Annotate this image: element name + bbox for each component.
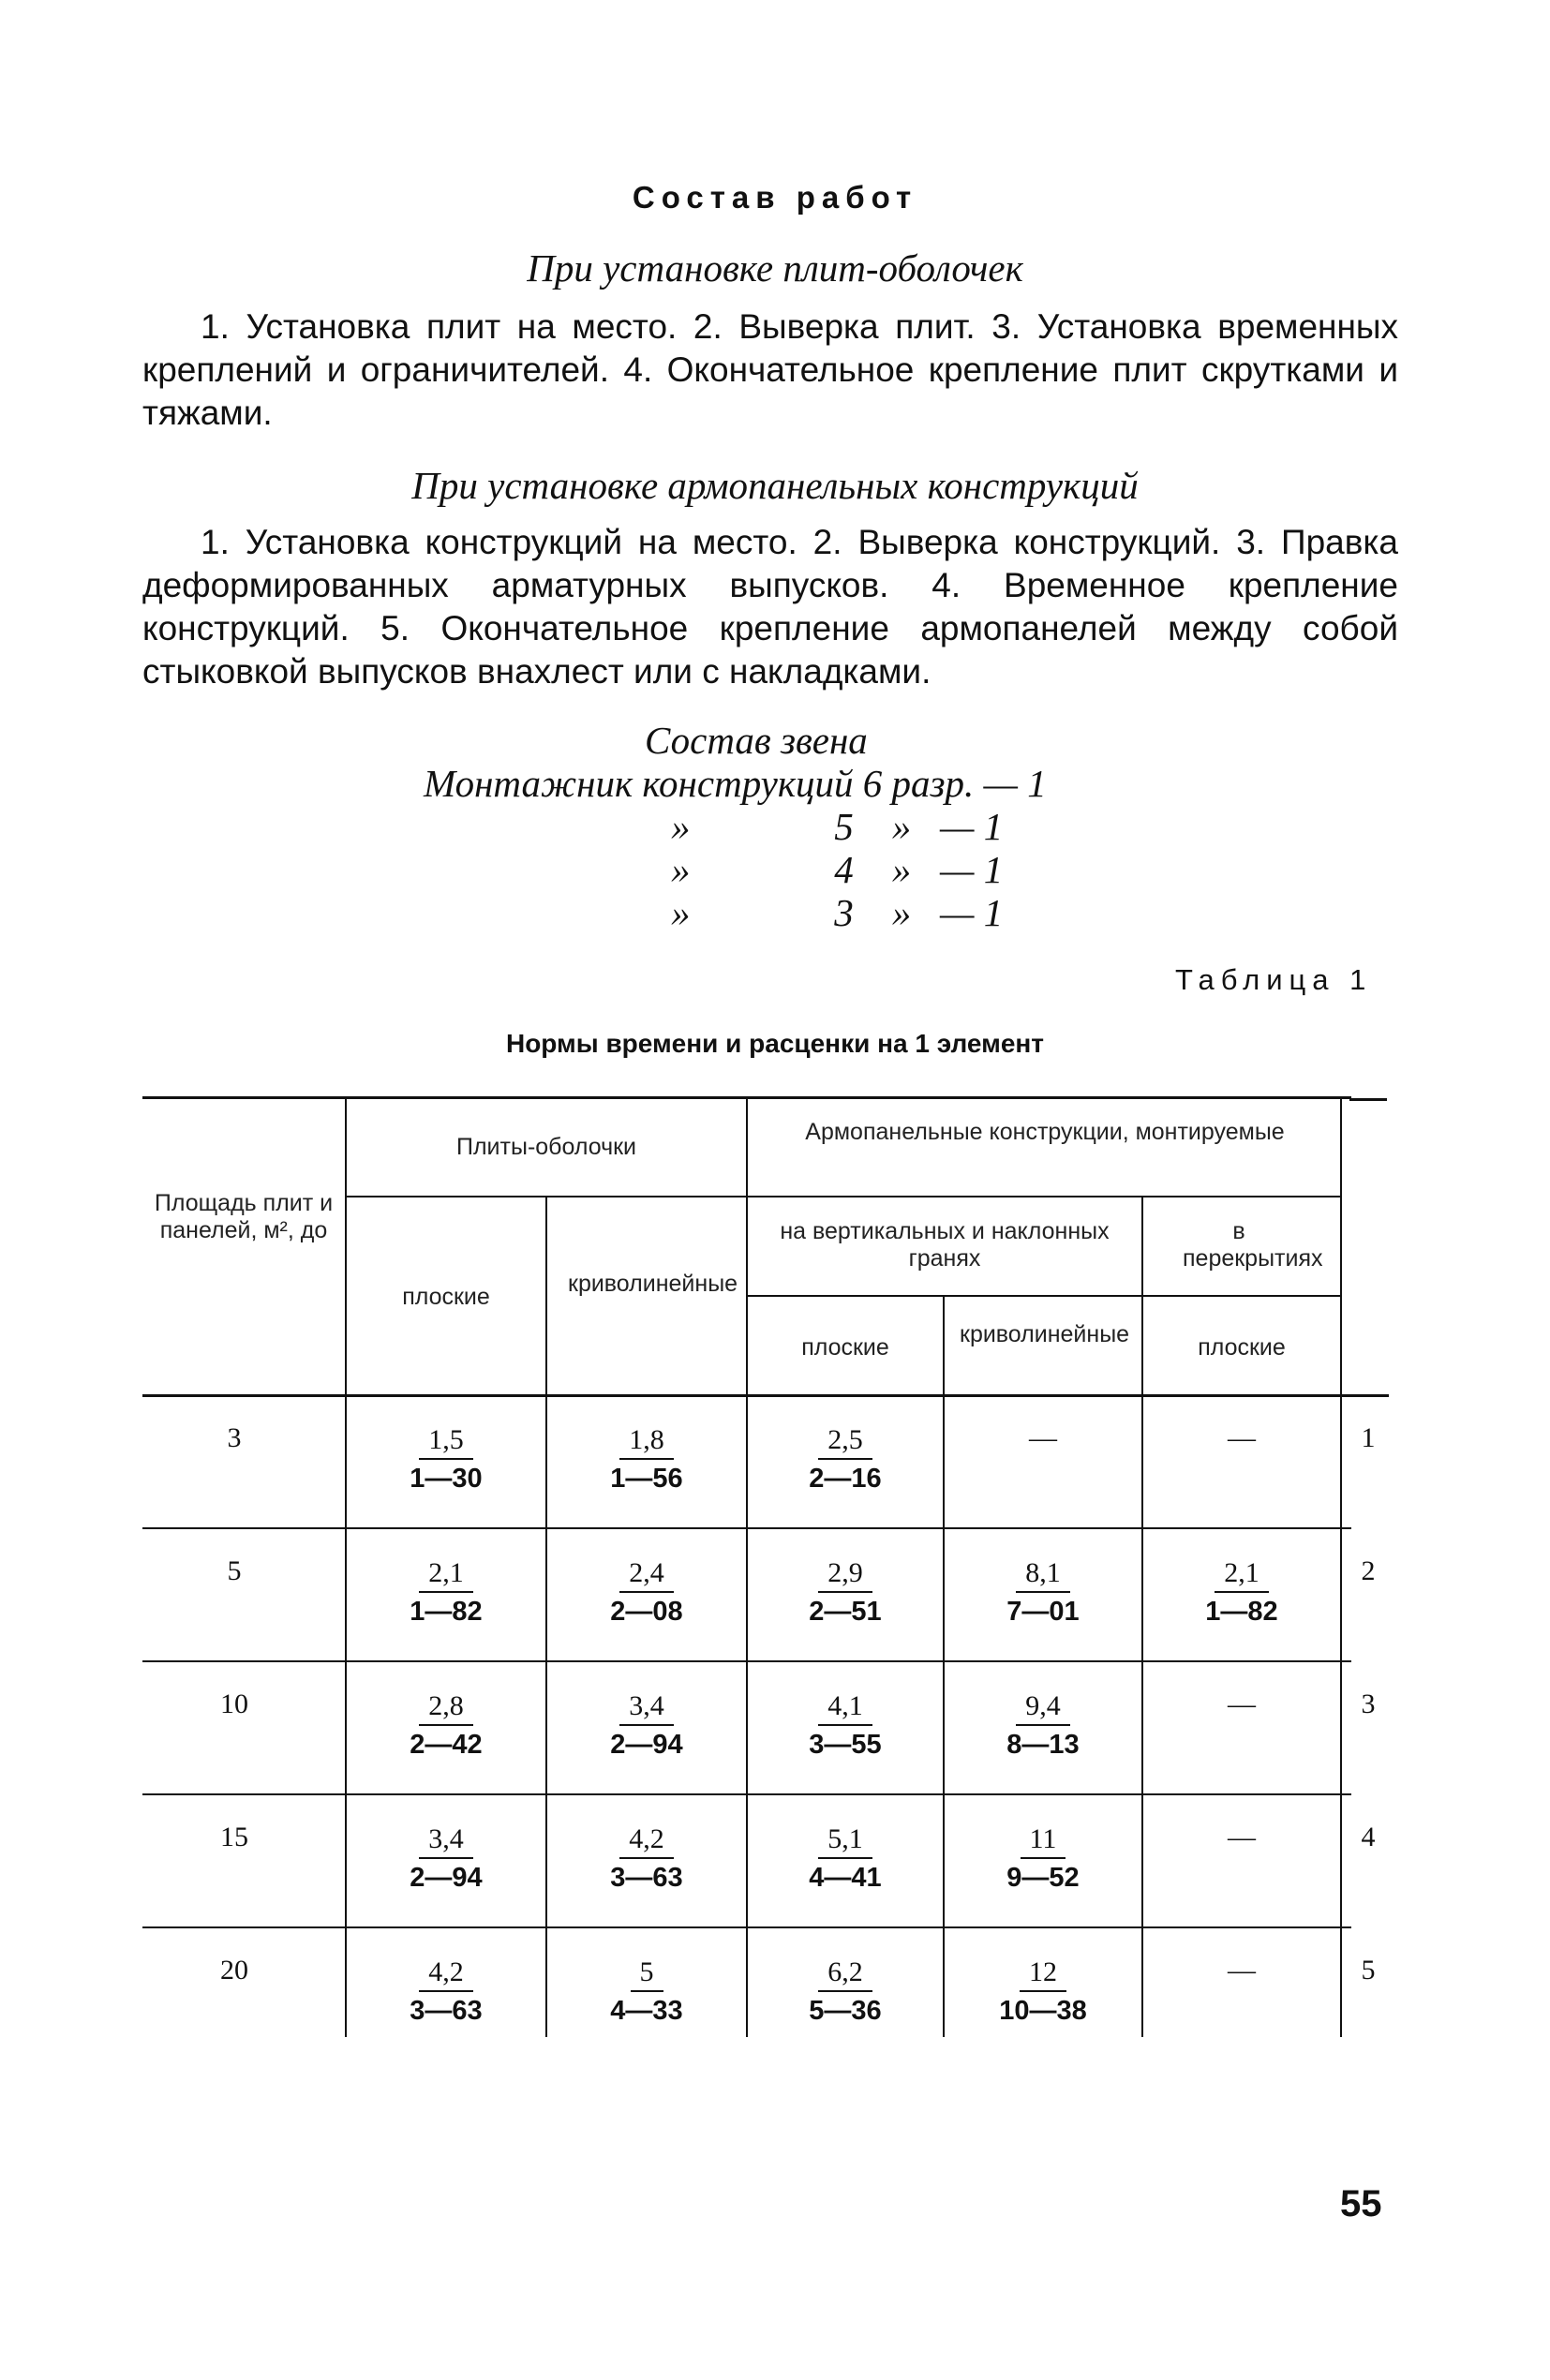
col-rule-4 — [943, 1295, 945, 2037]
time-norm: 6,2 — [818, 1955, 872, 1992]
time-norm: 2,8 — [419, 1688, 473, 1726]
time-norm: 2,4 — [619, 1555, 674, 1593]
rate-value: 1—56 — [610, 1464, 683, 1494]
rate-value: 8—13 — [1006, 1730, 1080, 1760]
rate-value: 3—63 — [410, 1996, 483, 2026]
norm-cell — [347, 1688, 545, 1763]
time-norm: 5,1 — [818, 1822, 872, 1859]
time-norm: 4,1 — [818, 1688, 872, 1726]
norm-cell — [547, 1955, 746, 2030]
area-value: 5 — [227, 1555, 242, 1586]
empty-cell-dash: — — [1228, 1955, 1256, 1986]
rate-value: 2—08 — [610, 1597, 683, 1627]
header-armo: Армопанельные конструкции, монтируемые — [805, 1119, 1285, 1145]
norm-cell — [748, 1422, 943, 1497]
time-norm: 3,4 — [419, 1822, 473, 1859]
norm-cell — [347, 1555, 545, 1630]
norm-cell — [748, 1555, 943, 1630]
norm-cell — [547, 1555, 746, 1630]
header-f-flat: плоские — [1198, 1334, 1286, 1361]
time-norm: 8,1 — [1016, 1555, 1070, 1593]
norm-cell — [347, 1822, 545, 1897]
time-norm: 2,5 — [818, 1422, 872, 1460]
col-rule-6 — [1340, 1096, 1342, 2037]
rate-value: 5—36 — [809, 1996, 882, 2026]
norm-cell — [1143, 1555, 1340, 1630]
norm-cell — [945, 1555, 1141, 1630]
rate-value: 1—82 — [1205, 1597, 1278, 1627]
norm-cell — [547, 1422, 746, 1497]
time-norm: 4,2 — [419, 1955, 473, 1992]
row-number: 3 — [1361, 1688, 1376, 1719]
time-norm: 4,2 — [619, 1822, 674, 1859]
norm-cell — [547, 1822, 746, 1897]
section-title: Состав работ — [632, 180, 918, 215]
crew-line-4: » 4 » — 1 — [671, 848, 1004, 891]
rate-value: 4—41 — [809, 1863, 882, 1893]
time-norm: 2,1 — [419, 1555, 473, 1593]
subhead-armo: При установке армопанельных конструкций — [411, 464, 1139, 507]
row-number: 5 — [1361, 1955, 1376, 1986]
row-number: 2 — [1361, 1555, 1376, 1586]
header-v-flat: плоские — [801, 1334, 889, 1361]
paragraph-shells: 1. Установка плит на место. 2. Выверка плит. 3. Установка временных креплений и ограничителей. 4. Окончательное крепление плит скрутками и тяжами. — [142, 307, 1398, 432]
header-shell-flat: плоские — [402, 1284, 490, 1310]
row-number: 1 — [1361, 1422, 1376, 1453]
area-value: 15 — [220, 1822, 248, 1852]
rate-value: 3—63 — [610, 1863, 683, 1893]
rate-value: 2—94 — [410, 1863, 483, 1893]
time-norm: 1,5 — [419, 1422, 473, 1460]
time-norm: 1,8 — [619, 1422, 674, 1460]
header-floors: в перекрытиях — [1183, 1218, 1323, 1272]
header-rule-2 — [746, 1295, 1342, 1297]
norm-cell — [748, 1688, 943, 1763]
table-label: Таблица 1 — [1175, 963, 1373, 996]
empty-cell-dash: — — [1228, 1688, 1256, 1719]
subhead-shells: При установке плит-оболочек — [527, 246, 1023, 290]
header-vertical: на вертикальных и наклонных гранях — [780, 1218, 1110, 1272]
empty-cell-dash: — — [1228, 1422, 1256, 1453]
rate-value: 2—16 — [809, 1464, 882, 1494]
empty-cell-dash: — — [1228, 1822, 1256, 1852]
header-shell-curved: криволинейные — [568, 1271, 738, 1297]
rate-value: 10—38 — [999, 1996, 1087, 2026]
time-norm: 11 — [1021, 1822, 1066, 1859]
table-top-rule-ext — [1349, 1098, 1387, 1101]
rate-value: 3—55 — [809, 1730, 882, 1760]
header-bottom-rule — [142, 1394, 1389, 1397]
time-norm: 2,9 — [818, 1555, 872, 1593]
table-caption: Нормы времени и расценки на 1 элемент — [505, 1029, 1045, 1058]
rate-value: 4—33 — [610, 1996, 683, 2026]
rate-value: 2—42 — [410, 1730, 483, 1760]
rate-value: 1—82 — [410, 1597, 483, 1627]
rate-value: 2—94 — [610, 1730, 683, 1760]
rate-value: 2—51 — [809, 1597, 882, 1627]
header-v-curved: криволинейные — [960, 1321, 1130, 1347]
norm-cell — [347, 1955, 545, 2030]
norm-cell — [748, 1955, 943, 2030]
paragraph-armo: 1. Установка конструкций на место. 2. Выверка конструкций. 3. Правка деформированных арматурных выпусков. 4. Временное крепление конструкций. 5. Окончательное крепление армопанелей между собой стыковкой выпусков внахлест или с накладками. — [142, 523, 1398, 691]
page-number: 55 — [1340, 2183, 1382, 2224]
time-norm: 12 — [1020, 1955, 1066, 1992]
norm-cell — [945, 1822, 1141, 1897]
time-norm: 5 — [631, 1955, 663, 1992]
time-norm: 9,4 — [1016, 1688, 1070, 1726]
time-norm: 2,1 — [1215, 1555, 1269, 1593]
crew-line-5: » 5 » — 1 — [671, 805, 1004, 848]
rate-value: 9—52 — [1006, 1863, 1080, 1893]
norm-cell — [748, 1822, 943, 1897]
header-rule-1 — [345, 1196, 1342, 1197]
area-value: 10 — [220, 1688, 248, 1719]
header-shells: Плиты-оболочки — [456, 1134, 636, 1160]
norm-cell — [945, 1688, 1141, 1763]
rate-value: 1—30 — [410, 1464, 483, 1494]
area-value: 3 — [227, 1422, 242, 1453]
header-area: Площадь плит и панелей, м², до — [154, 1190, 334, 1243]
norm-cell — [347, 1422, 545, 1497]
time-norm: 3,4 — [619, 1688, 674, 1726]
area-value: 20 — [220, 1955, 248, 1986]
norm-cell — [945, 1955, 1141, 2030]
crew-title: Состав звена — [645, 719, 868, 762]
rate-value: 7—01 — [1006, 1597, 1080, 1627]
row-number: 4 — [1361, 1822, 1376, 1852]
empty-cell-dash: — — [1029, 1422, 1057, 1453]
crew-line-6: Монтажник конструкций 6 разр. — 1 — [424, 762, 1047, 805]
norm-cell — [547, 1688, 746, 1763]
crew-line-3: » 3 » — 1 — [671, 891, 1004, 934]
